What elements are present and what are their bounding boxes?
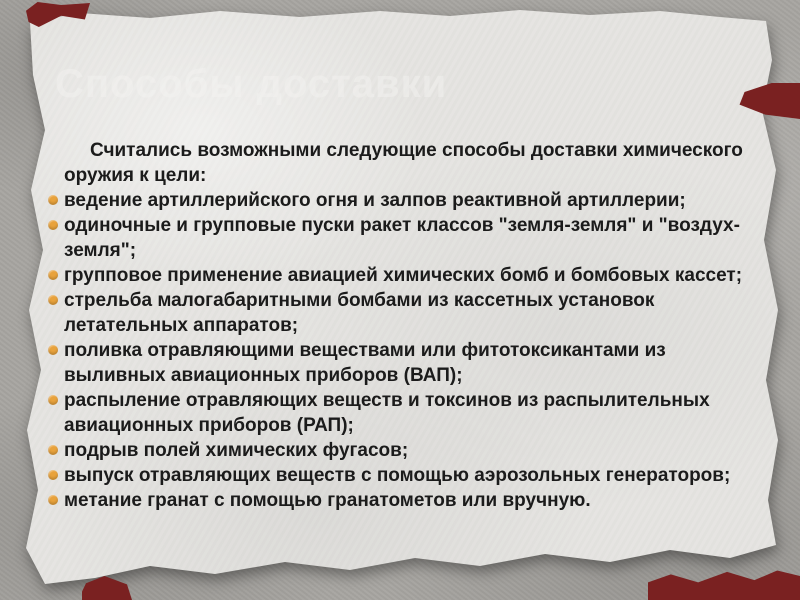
list-item-text: подрыв полей химических фугасов;: [64, 440, 409, 461]
list-item-text: стрельба малогабаритными бомбами из кассетных установок летательных аппаратов;: [64, 290, 655, 336]
slide-content: [46, 138, 746, 513]
list-item-text: выпуск отравляющих веществ с помощью аэрозольных генераторов;: [64, 465, 731, 486]
bullet-list: [46, 188, 746, 513]
list-item: [46, 338, 746, 388]
bullet-icon: [48, 220, 58, 230]
list-item-text: распыление отравляющих веществ и токсинов из распылительных авиационных приборов (РАП);: [64, 390, 710, 436]
intro-paragraph: Считались возможными следующие способы доставки химического оружия к цели:: [64, 140, 743, 186]
list-item-text: поливка отравляющими веществами или фитотоксикантами из выливных авиационных приборов (ВАП);: [64, 340, 666, 386]
list-item: [46, 263, 746, 288]
list-item: [46, 438, 746, 463]
list-item: [46, 213, 746, 263]
list-item: [46, 288, 746, 338]
bullet-icon: [48, 295, 58, 305]
list-item-text: одиночные и групповые пуски ракет классов "земля-земля" и "воздух-земля";: [64, 215, 740, 261]
list-item: [46, 463, 746, 488]
bullet-icon: [48, 270, 58, 280]
ghost-slide-title: Способы доставки: [55, 62, 448, 106]
bullet-icon: [48, 445, 58, 455]
bullet-icon: [48, 395, 58, 405]
bullet-icon: [48, 470, 58, 480]
bullet-icon: [48, 195, 58, 205]
list-item: [46, 188, 746, 213]
list-item: [46, 488, 746, 513]
bullet-icon: [48, 495, 58, 505]
bullet-icon: [48, 345, 58, 355]
list-item-text: ведение артиллерийского огня и залпов реактивной артиллерии;: [64, 190, 686, 211]
list-item-text: метание гранат с помощью гранатометов или вручную.: [64, 490, 591, 511]
list-item-text: групповое применение авиацией химических бомб и бомбовых кассет;: [64, 265, 743, 286]
list-item: [46, 388, 746, 438]
